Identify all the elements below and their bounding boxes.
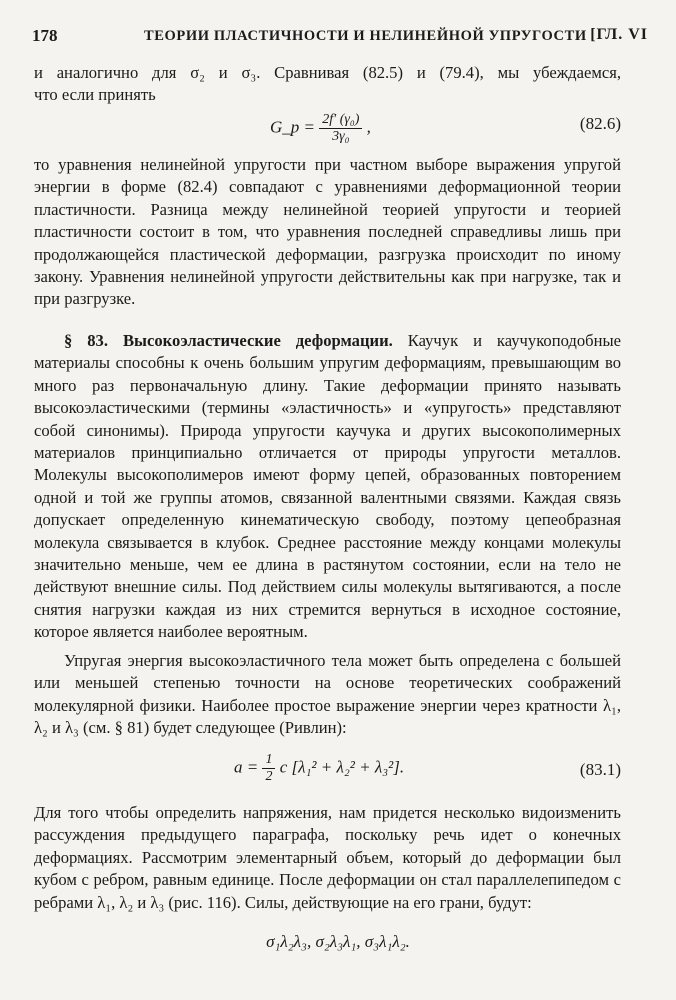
paragraph-stresses <box>34 802 621 914</box>
fraction-denominator: 3γ₀ <box>332 129 350 144</box>
equation-lhs: a = <box>234 757 259 777</box>
equation-lhs: G_p = <box>270 117 315 137</box>
section-body: Каучук и каучукоподобные материалы способны к очень большим упругим деформациям, превышающим во много раз первоначальную длину. Такие деформации принято называть высокоэластическими (термины «эластичность» и «упругость» представляют собой синонимы). Природа упругости каучука и других высокополимерных материалов принципиально отличается от природы упругости металлов. Молекулы высокополимеров имеют форму цепей, образованных повторением одной и той же группы атомов, связанной валентными связями. Каждая связь допускает определенную кинематическую свободу, поэтому цепеобразная молекула связывается в клубок. Среднее расстояние между концами молекулы значительно меньше, чем ее длина в растянутом состоянии, если на тело не действуют внешние силы. Под действием силы молекулы вытягиваются, а после снятия нагрузки каждая из них стремится вернуться в исходное состояние, которое является наиболее вероятным. <box>34 331 621 642</box>
paragraph-elastic-energy <box>34 650 621 740</box>
equation-83-1 <box>34 752 621 792</box>
page-header <box>32 26 648 48</box>
equation-trail: , <box>366 117 371 137</box>
paragraph-text: то уравнения нелинейной упругости при частном выборе выражения упругой энергии в форме (82.4) совпадают с уравнениями деформационной теории пластичности. Разница между нелинейной теорией упругости и теорией пластичности состоит в том, что уравнения последней справедливы лишь при продолжающейся пластической деформации, разгрузка происходит по иному закону. Уравнения нелинейной упругости действительны как при нагрузке, так и при разгрузке. <box>34 155 621 309</box>
equation-rhs: c [λ₁² + λ₂² + λ₃²]. <box>279 757 405 777</box>
section-heading: § 83. Высокоэластические деформации. <box>64 331 393 350</box>
chapter-label: [ГЛ. VI <box>590 26 648 43</box>
equation-number: (82.6) <box>579 114 621 133</box>
paragraph-elasticity-comparison <box>34 154 621 311</box>
fraction-numerator: 1 <box>262 752 275 769</box>
text-line: и аналогично для σ₂ и σ₃. Сравнивая (82.5) и (79.4), мы убеждаемся, <box>34 63 621 82</box>
running-title: ТЕОРИИ ПЛАСТИЧНОСТИ И НЕЛИНЕЙНОЙ УПРУГОСТИ <box>144 28 587 44</box>
fraction <box>319 112 362 145</box>
section-paragraph <box>34 330 621 644</box>
face-forces-formula: σ₁λ₂λ₃, σ₂λ₃λ₁, σ₃λ₁λ₂. <box>266 932 410 951</box>
fraction <box>262 752 275 785</box>
paragraph-intro <box>34 62 621 107</box>
text-line: что если принять <box>34 85 156 105</box>
page-number: 178 <box>32 26 58 45</box>
fraction-denominator: 2 <box>265 769 273 784</box>
fraction-numerator: 2f′ (γ₀) <box>319 112 362 129</box>
equation-number: (83.1) <box>579 760 621 779</box>
equation-82-6 <box>34 106 621 146</box>
section-83 <box>34 330 621 644</box>
paragraph-text: Для того чтобы определить напряжения, нам придется несколько видоизменить рассуждения предыдущего параграфа, поскольку речь идет о конечных деформациях. Рассмотрим элементарный объем, который до деформации был кубом с ребром, равным единице. После деформации он стал параллелепипедом с ребрами λ₁, λ₂ и λ₃ (рис. 116). Силы, действующие на его грани, будут: <box>34 803 621 912</box>
paragraph-text: Упругая энергия высокоэластичного тела может быть определена с большей или меньшей степенью точности на основе теоретических соображений молекулярной физики. Наиболее простое выражение энергии через кратности λ₁, λ₂ и λ₃ (см. § 81) будет следующее (Ривлин): <box>34 651 621 738</box>
equation-formula <box>234 752 404 785</box>
equation-formula <box>270 112 371 145</box>
